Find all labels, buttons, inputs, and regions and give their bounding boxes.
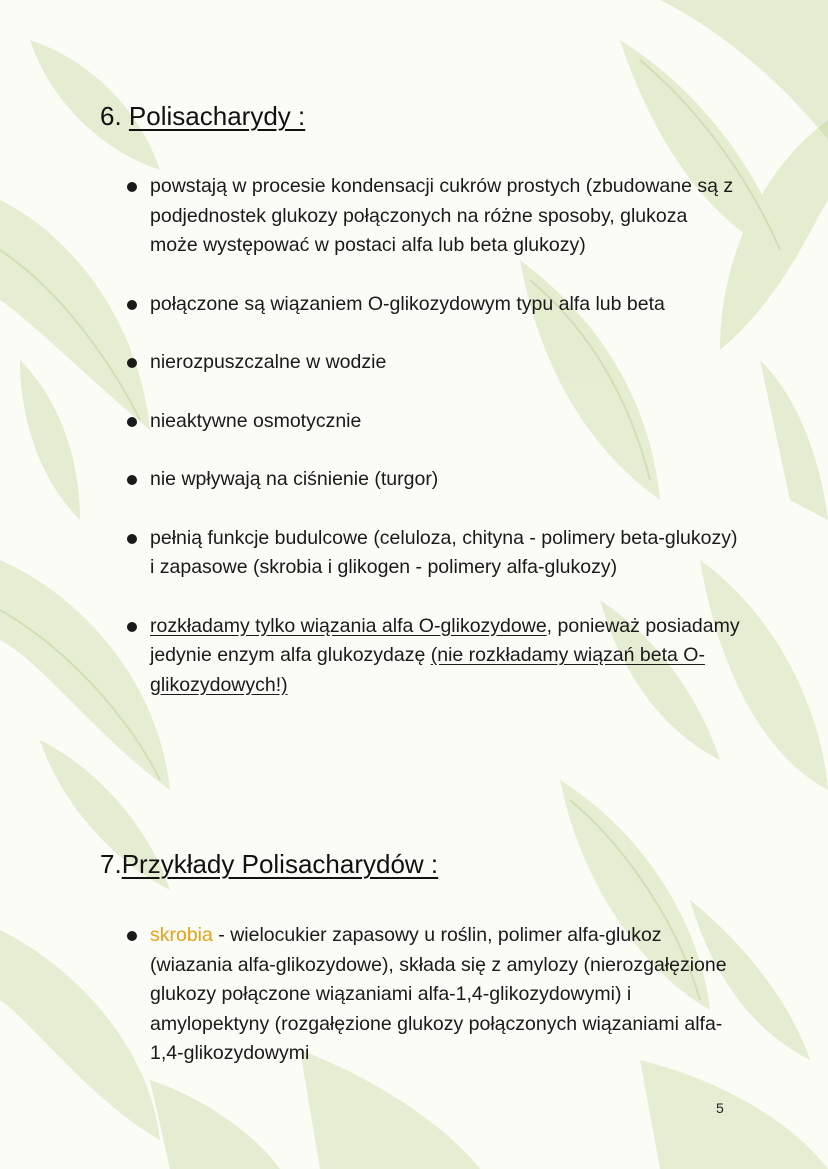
list-item-text: powstają w procesie kondensacji cukrów prostych (zbudowane są z podjednostek glukozy połączonych na różne sposoby, glukoza może występować w postaci alfa lub beta glukozy)	[150, 175, 734, 256]
list-item	[100, 172, 740, 261]
bullet-icon	[127, 182, 137, 192]
list-item	[100, 612, 740, 701]
underlined-text: (nie rozkładamy wiązań beta O-glikozydowych!)	[150, 644, 705, 696]
section-number: 7.	[100, 849, 122, 879]
page-number: 5	[716, 1100, 724, 1116]
highlighted-term: skrobia	[150, 924, 213, 946]
bullet-icon	[127, 475, 137, 485]
list-item	[100, 921, 740, 1069]
list-item	[100, 407, 740, 437]
section-title: Polisacharydy :	[128, 101, 306, 131]
list-item-text: pełnią funkcje budulcowe (celuloza, chityna - polimery beta-glukozy) i zapasowe (skrobia i glikogen - polimery alfa-glukozy)	[150, 526, 738, 578]
list-item-text: nie wpływają na ciśnienie (turgor)	[150, 468, 439, 490]
list-item	[100, 290, 740, 320]
properties-list	[100, 172, 740, 700]
list-item-text: połączone są wiązaniem O-glikozydowym typu alfa lub beta	[150, 292, 665, 315]
list-item-text: nieaktywne osmotycznie	[150, 409, 362, 432]
bullet-icon	[127, 534, 137, 544]
section-heading-polisacharydy	[100, 100, 305, 132]
list-item-text: - wielocukier zapasowy u roślin, polimer alfa-glukoz (wiazania alfa-glikozydowe), składa się z amylozy (nierozgałęzione glukozy połączone wiązaniami alfa-1,4-glikozydowymi) i amylopektyny (rozgałęzione glukozy połączonych wiązaniami alfa-1,4-glikozydowymi	[150, 924, 727, 1064]
bullet-icon	[127, 300, 137, 310]
section-title: Przykłady Polisacharydów :	[121, 849, 439, 879]
list-item	[100, 465, 740, 495]
section-heading-przyklady	[100, 848, 438, 880]
bullet-icon	[127, 622, 137, 632]
list-item	[100, 348, 740, 378]
list-item-text: , ponieważ posiadamy jedynie enzym alfa glukozydazę	[150, 614, 740, 666]
list-item-text: nierozpuszczalne w wodzie	[150, 351, 387, 373]
bullet-icon	[127, 358, 137, 368]
underlined-text: rozkładamy tylko wiązania alfa O-glikozydowe	[150, 614, 547, 637]
section-number: 6.	[100, 101, 122, 131]
examples-list	[100, 921, 740, 1069]
list-item	[100, 524, 740, 583]
bullet-icon	[127, 931, 137, 941]
bullet-icon	[127, 417, 137, 427]
